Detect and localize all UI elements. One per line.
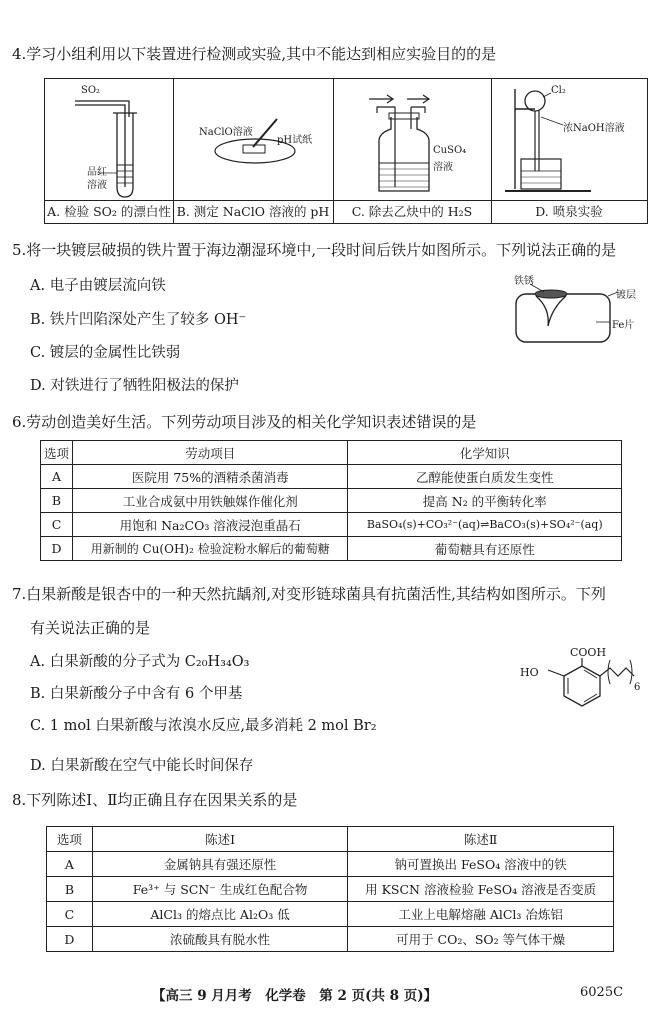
label-pinhong: 品红 (87, 167, 107, 178)
table-cell: 可用于 CO₂、SO₂ 等气体干燥 (348, 927, 614, 952)
table-cell: AlCl₃ 的熔点比 Al₂O₃ 低 (92, 902, 347, 927)
table-cell: C (47, 902, 93, 927)
table-cell: B (41, 489, 73, 513)
header-cell: 劳动项目 (72, 441, 348, 465)
q8-stem: 8.下列陈述Ⅰ、Ⅱ均正确且存在因果关系的是 (12, 791, 298, 809)
label-naclo: NaClO溶液 (199, 127, 253, 138)
q4-stem: 4.学习小组利用以下装置进行检测或实验,其中不能达到相应实验目的的是 (12, 45, 497, 63)
table-cell: 用新制的 Cu(OH)₂ 检验淀粉水解后的葡萄糖 (72, 537, 348, 561)
q7-option-b: B. 白果新酸分子中含有 6 个甲基 (30, 686, 243, 702)
table-row (47, 902, 614, 927)
label-rongye: 溶液 (87, 180, 107, 191)
q7-option-a: A. 白果新酸的分子式为 C₂₀H₃₄O₃ (30, 654, 250, 670)
label-cuso4: CuSO₄ (433, 145, 467, 156)
q6-table (40, 440, 622, 561)
q4-cell-d (491, 79, 647, 223)
fountain-experiment-illustration (491, 79, 647, 199)
table-cell: 用 KSCN 溶液检验 FeSO₄ 溶液是否变质 (348, 877, 614, 902)
label-ph-paper: pH试纸 (277, 135, 313, 146)
table-cell: B (47, 877, 93, 902)
table-cell: C (41, 513, 73, 537)
label-ho: HO (520, 666, 539, 679)
test-tube-illustration (45, 79, 173, 199)
label-cuso4-solution: 溶液 (433, 162, 453, 173)
q7-stem-line1: 7.白果新酸是银杏中的一种天然抗龋剂,对变形链球菌具有抗菌活性,其结构如图所示。下列 (12, 585, 606, 603)
label-cooh: COOH (570, 646, 607, 659)
q5-option-d: D. 对铁进行了牺牲阳极法的保护 (30, 378, 239, 394)
table-cell: 钠可置换出 FeSO₄ 溶液中的铁 (348, 852, 614, 877)
table-cell: A (41, 465, 73, 489)
label-naoh: 浓NaOH溶液 (563, 123, 625, 134)
header-cell: 选项 (47, 827, 93, 852)
table-header-row (47, 827, 614, 852)
label-cl2: Cl₂ (551, 85, 566, 96)
header-cell: 化学知识 (348, 441, 622, 465)
table-row (47, 877, 614, 902)
q7-stem-line2: 有关说法正确的是 (30, 619, 151, 637)
q8-table (46, 826, 614, 952)
header-cell: 选项 (41, 441, 73, 465)
table-row (41, 537, 622, 561)
gas-washing-bottle-illustration (333, 79, 491, 199)
q5-option-c: C. 镀层的金属性比铁弱 (30, 345, 181, 361)
q6-stem: 6.劳动创造美好生活。下列劳动项目涉及的相关化学知识表述错误的是 (12, 413, 477, 431)
table-cell: 乙醇能使蛋白质发生变性 (348, 465, 622, 489)
q4-option-d: D. 喷泉实验 (491, 200, 647, 223)
q5-option-b: B. 铁片凹陷深处产生了较多 OH⁻ (30, 312, 247, 328)
header-cell: 陈述Ⅱ (348, 827, 614, 852)
q7-structure-figure (512, 646, 646, 726)
table-cell: Fe³⁺ 与 SCN⁻ 生成红色配合物 (92, 877, 347, 902)
q4-option-c: C. 除去乙炔中的 H₂S (333, 200, 491, 223)
table-cell: D (41, 537, 73, 561)
q4-apparatus-figure (44, 78, 648, 224)
label-so2: SO₂ (81, 85, 101, 96)
q4-cell-a (45, 79, 174, 223)
table-cell: 浓硫酸具有脱水性 (92, 927, 347, 952)
q5-stem: 5.将一块镀层破损的铁片置于海边潮湿环境中,一段时间后铁片如图所示。下列说法正确的是 (12, 241, 617, 259)
q4-cell-b (173, 79, 334, 223)
label-fe-sheet: Fe片 (612, 320, 635, 331)
label-repeat-count: 6 (634, 682, 641, 693)
table-row (41, 489, 622, 513)
q4-cell-c (333, 79, 492, 223)
table-cell: 金属钠具有强还原性 (92, 852, 347, 877)
table-cell: 用饱和 Na₂CO₃ 溶液浸泡重晶石 (72, 513, 348, 537)
label-rust: 铁锈 (514, 276, 534, 287)
table-cell: D (47, 927, 93, 952)
table-row (47, 927, 614, 952)
table-cell: BaSO₄(s)+CO₃²⁻(aq)⇌BaCO₃(s)+SO₄²⁻(aq) (348, 513, 622, 537)
q5-iron-sheet-figure (500, 268, 646, 352)
table-header-row (41, 441, 622, 465)
table-cell: 工业合成氨中用铁触媒作催化剂 (72, 489, 348, 513)
paper-code: 6025C (580, 985, 624, 1000)
page-footer: 【高三 9 月月考 化学卷 第 2 页(共 8 页)】 (152, 988, 438, 1004)
label-coating: 镀层 (616, 290, 636, 301)
table-row (47, 852, 614, 877)
table-cell: 工业上电解熔融 AlCl₃ 冶炼铝 (348, 902, 614, 927)
table-row (41, 465, 622, 489)
q7-option-d: D. 白果新酸在空气中能长时间保存 (30, 758, 254, 774)
table-cell: A (47, 852, 93, 877)
q5-option-a: A. 电子由镀层流向铁 (30, 278, 166, 294)
table-cell: 提高 N₂ 的平衡转化率 (348, 489, 622, 513)
q4-option-b: B. 测定 NaClO 溶液的 pH (173, 200, 333, 223)
q4-option-a: A. 检验 SO₂ 的漂白性 (45, 200, 173, 223)
header-cell: 陈述Ⅰ (92, 827, 347, 852)
q7-option-c: C. 1 mol 白果新酸与浓溴水反应,最多消耗 2 mol Br₂ (30, 718, 377, 734)
table-cell: 医院用 75%的酒精杀菌消毒 (72, 465, 348, 489)
table-row (41, 513, 622, 537)
table-cell: 葡萄糖具有还原性 (348, 537, 622, 561)
